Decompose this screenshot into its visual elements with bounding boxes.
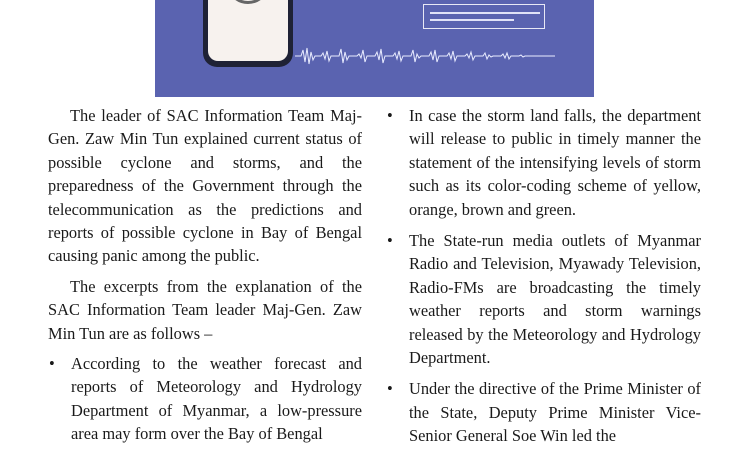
right-bullet-list: [386, 104, 701, 448]
bullet-marker: •: [49, 354, 55, 374]
bullet-marker: •: [387, 106, 393, 125]
bullet-marker: •: [387, 379, 393, 399]
header-illustration: [155, 0, 594, 97]
banner-caption: [423, 4, 545, 29]
intro-paragraph: The leader of SAC Information Team Maj-Gen. Zaw Min Tun explained current status of possible cyclone and storms, and the preparedness of the Government through the telecommunication as the predictions and reports of possible cyclone in Bay of Bengal causing panic among the public.: [48, 106, 362, 266]
right-column: [386, 104, 701, 456]
phone-screen: [208, 0, 288, 61]
left-column: [48, 104, 362, 454]
left-bullet-list: [48, 352, 362, 446]
list-item-text: In case the storm land falls, the department will release to public in timely manner the statement of the intensifying levels of storm such as its color-coding scheme of yellow, orange, brown and green.: [409, 106, 701, 219]
list-item: [48, 352, 362, 446]
list-item-text: The State-run media outlets of Myanmar Radio and Television, Myawady Television, Radio-FMs are broadcasting the timely weather reports and storm warnings released by the Meteorology and Hydrology Department.: [409, 231, 701, 368]
sound-wave-graphic: [295, 44, 555, 68]
phone-illustration: [203, 0, 293, 67]
list-item-text: According to the weather forecast and reports of Meteorology and Hydrology Department of Myanmar, a low-pressure area may form over the Bay of Bengal: [71, 354, 362, 444]
list-item-text: Under the directive of the Prime Minister of the State, Deputy Prime Minister Vice-Senior General Soe Win led the: [409, 379, 701, 446]
list-item: [386, 104, 701, 221]
excerpts-paragraph: The excerpts from the explanation of the SAC Information Team leader Maj-Gen. Zaw Min Tun are as follows –: [48, 276, 362, 343]
signal-ring-icon: [226, 0, 270, 4]
bullet-marker: •: [387, 231, 393, 251]
list-item: [386, 377, 701, 447]
list-item: [386, 229, 701, 369]
